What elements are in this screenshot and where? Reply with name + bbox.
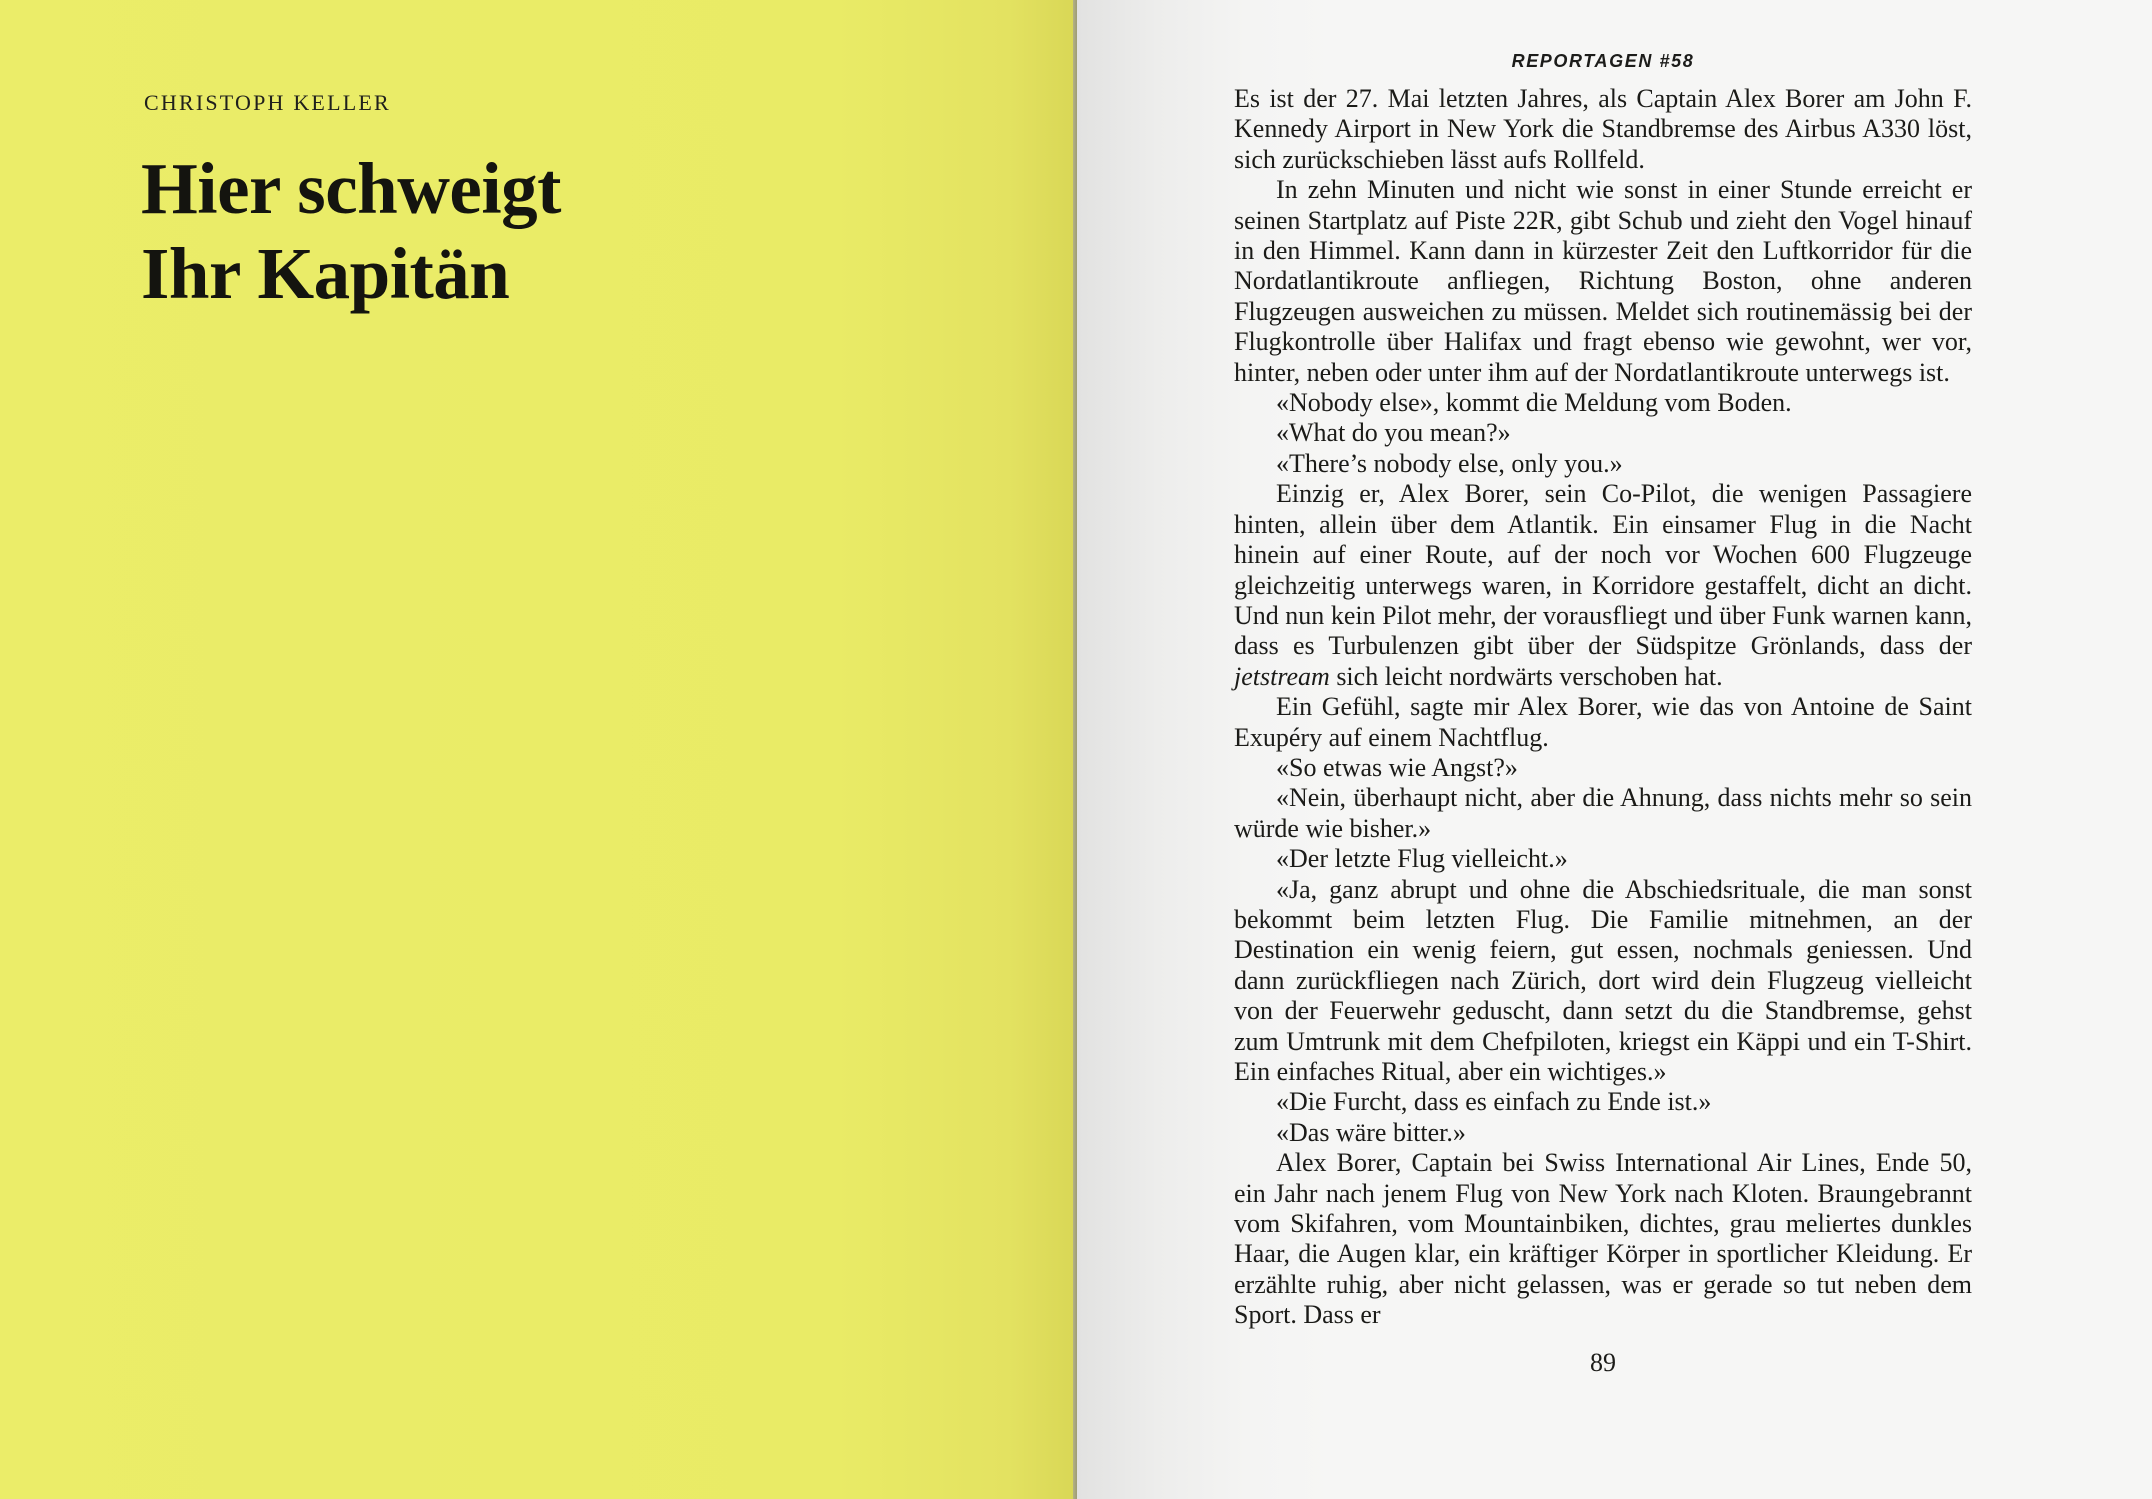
paragraph <box>1234 479 1972 692</box>
text-segment: Ein Gefühl, sagte mir Alex Borer, wie das von Antoine de Saint Exupéry auf einem Nachtflug. <box>1234 692 1972 752</box>
paragraph <box>1234 1087 1972 1117</box>
text-segment: «Das wäre bitter.» <box>1276 1117 1466 1147</box>
magazine-kicker: REPORTAGEN #58 <box>1511 51 1695 71</box>
text-segment: «So etwas wie Angst?» <box>1276 752 1518 782</box>
text-segment: «There’s nobody else, only you.» <box>1276 448 1623 478</box>
paragraph <box>1234 753 1972 783</box>
text-segment: «Der letzte Flug vielleicht.» <box>1276 844 1568 874</box>
text-segment: Einzig er, Alex Borer, sein Co-Pilot, die wenigen Passagiere hinten, allein über dem Atlantik. Ein einsamer Flug in die Nacht hinein auf einer Route, auf der noch vor Wochen 600 Flugzeuge gleichzeitig unterwegs waren, in Korridore gestaffelt, dicht an dicht. Und nun kein Pilot mehr, der vorausfliegt und über Funk warnen kann, dass es Turbulenzen gibt über der Südspitze Grönlands, dass der <box>1234 479 1972 661</box>
text-segment: «Ja, ganz abrupt und ohne die Abschiedsrituale, die man sonst bekommt beim letzten Flug. Die Familie mitnehmen, an der Destination ein wenig feiern, gut essen, nochmals geniessen. Und dann zurückfliegen nach Zürich, dort wird dein Flugzeug vielleicht von der Feuerwehr geduscht, dann setzt du die Standbremse, gehst zum Umtrunk mit dem Chefpiloten, kriegst ein Käppi und ein T-Shirt. Ein einfaches Ritual, aber ein wichtiges.» <box>1234 874 1972 1086</box>
article-title-line2: Ihr Kapitän <box>141 233 510 314</box>
text-segment: «What do you mean?» <box>1276 418 1511 448</box>
paragraph <box>1234 844 1972 874</box>
paragraph <box>1234 692 1972 753</box>
paragraph <box>1234 388 1972 418</box>
left-page <box>0 0 1073 1499</box>
paragraph <box>1234 875 1972 1088</box>
text-segment: Es ist der 27. Mai letzten Jahres, als Captain Alex Borer am John F. Kennedy Airport in New York die Standbremse des Airbus A330 löst, sich zurückschieben lässt aufs Rollfeld. <box>1234 84 1972 174</box>
paragraph <box>1234 783 1972 844</box>
paragraph <box>1234 175 1972 388</box>
paragraph <box>1234 1148 1972 1330</box>
text-segment: sich leicht nordwärts verschoben hat. <box>1329 661 1723 691</box>
article-title-line1: Hier schweigt <box>141 148 561 229</box>
paragraph <box>1234 1118 1972 1148</box>
page-number: 89 <box>1590 1348 1616 1377</box>
right-page <box>1077 0 2152 1499</box>
text-segment: «Nobody else», kommt die Meldung vom Boden. <box>1276 388 1792 418</box>
text-segment: «Nein, überhaupt nicht, aber die Ahnung, dass nichts mehr so sein würde wie bisher.» <box>1234 783 1972 843</box>
text-segment: In zehn Minuten und nicht wie sonst in einer Stunde erreicht er seinen Startplatz auf Piste 22R, gibt Schub und zieht den Vogel hinauf in den Himmel. Kann dann in kürzester Zeit den Luftkorridor für die Nordatlantikroute anfliegen, Richtung Boston, ohne anderen Flugzeugen ausweichen zu müssen. Meldet sich routinemässig bei der Flugkontrolle über Halifax und fragt ebenso wie gewohnt, wer vor, hinter, neben oder unter ihm auf der Nordatlantikroute unterwegs ist. <box>1234 175 1972 387</box>
article-body <box>1234 84 1972 1331</box>
italic-text: jetstream <box>1234 661 1330 691</box>
text-segment: «Die Furcht, dass es einfach zu Ende ist.» <box>1276 1087 1712 1117</box>
paragraph <box>1234 449 1972 479</box>
text-segment: Alex Borer, Captain bei Swiss International Air Lines, Ende 50, ein Jahr nach jenem Flug von New York nach Kloten. Braungebrannt vom Skifahren, vom Mountainbiken, dichtes, grau meliertes dunkles Haar, die Augen klar, ein kräftiger Körper in sportlicher Kleidung. Er erzählte ruhig, aber nicht gelassen, was er gerade so tut neben dem Sport. Dass er <box>1234 1148 1972 1330</box>
author-name: CHRISTOPH KELLER <box>144 90 391 115</box>
paragraph <box>1234 84 1972 175</box>
article-title <box>141 146 561 316</box>
paragraph <box>1234 418 1972 448</box>
